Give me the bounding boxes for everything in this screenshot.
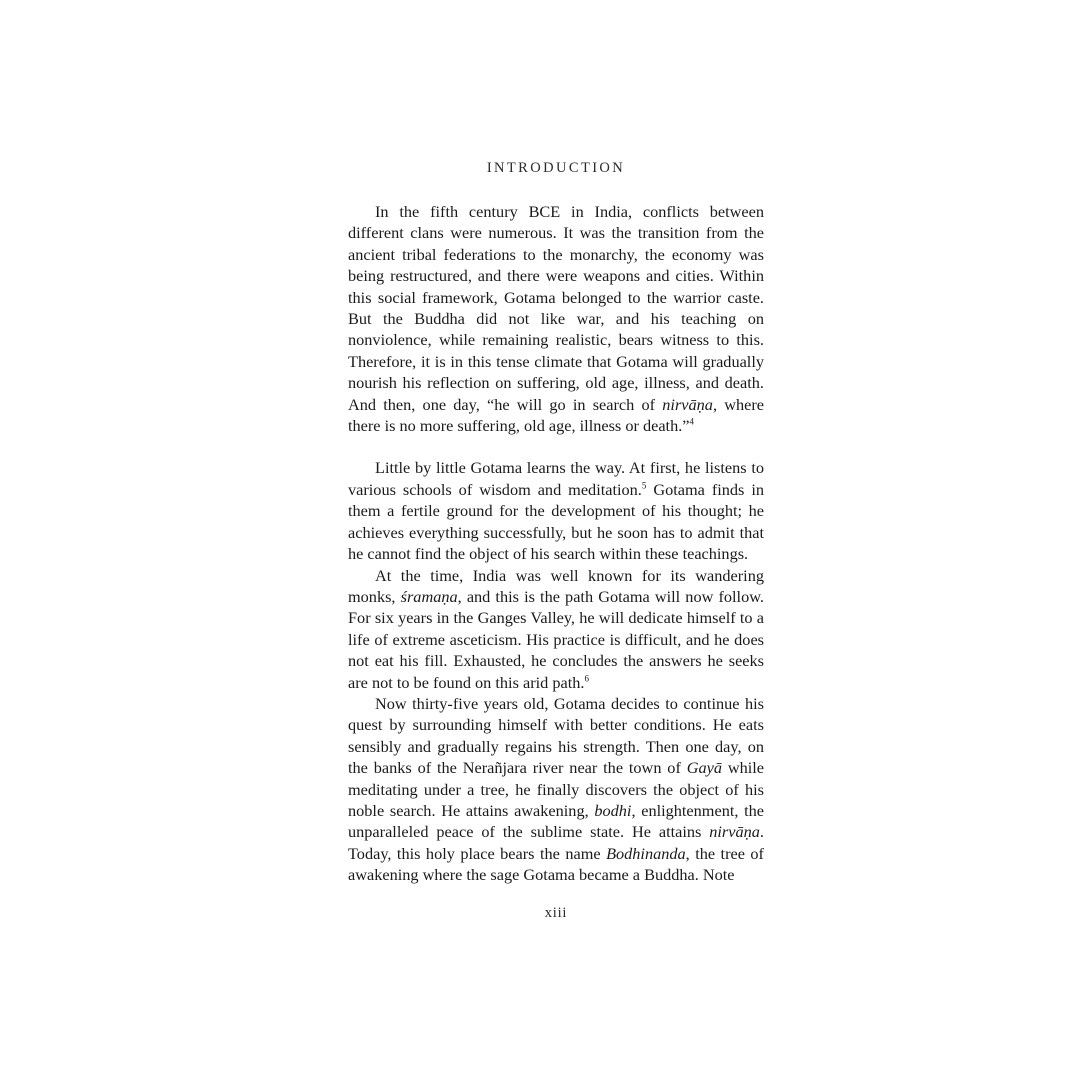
text-run: , the tree of awakening where the sage Gotama became a Buddha. Note (348, 843, 764, 885)
footnote-ref: 6 (584, 673, 589, 684)
italic-term: nirvāṇa (709, 822, 760, 842)
text-run: Gotama finds in them a fertile ground for the development of his thought; he achieves everything successfully, but he soon has to admit that he cannot find the object of his search within these teachings. (348, 479, 764, 564)
italic-term: Gayā (686, 758, 722, 778)
paragraph (348, 565, 764, 693)
text-run: At the time, India was well known for its wandering monks, (348, 565, 764, 606)
text-run: In the fifth century BCE in India, conflicts between different clans were numerous. It was the transition from the ancient tribal federations to the monarchy, the economy was being restructured, and there were weapons and cities. Within this social framework, Gotama belonged to the warrior caste. But the Buddha did not like war, and his teaching on nonviolence, while remaining realistic, bears witness to this. Therefore, it is in this tense climate that Gotama will gradually nourish his reflection on suffering, old age, illness, and death. And then, one day, “he will go in search of (348, 202, 764, 414)
italic-term: nirvāṇa (662, 394, 713, 414)
paragraph (348, 201, 764, 436)
body-text (348, 201, 764, 886)
italic-term: bodhi (594, 800, 632, 820)
text-run: , enlightenment, the unparalleled peace of the sublime state. He attains (348, 800, 765, 842)
paragraph (348, 457, 764, 564)
text-run: Little by little Gotama learns the way. At first, he listens to various schools of wisdom and meditation. (348, 458, 764, 499)
paragraph (348, 693, 764, 886)
footnote-ref: 4 (689, 416, 695, 427)
footnote-ref: 5 (641, 480, 647, 491)
running-head: INTRODUCTION (486, 160, 626, 176)
italic-term: śramaṇa (400, 586, 458, 606)
text-run: Now thirty-five years old, Gotama decides to continue his quest by surrounding himself with better conditions. He eats sensibly and gradually regains his strength. Then one day, on the banks of the Nerañjara river near the town of (348, 693, 764, 778)
text-run: , where there is no more suffering, old age, illness or death.” (348, 394, 764, 436)
page-number: xiii (544, 905, 568, 921)
italic-term: Bodhinanda (606, 843, 686, 863)
text-run: . Today, this holy place bears the name (348, 822, 764, 863)
text-run: while meditating under a tree, he finally discovers the object of his noble search. He attains awakening, (348, 758, 765, 820)
text-run: , and this is the path Gotama will now follow. For six years in the Ganges Valley, he will dedicate himself to a life of extreme asceticism. His practice is difficult, and he does not eat his fill. Exhausted, he concludes the answers he seeks are not to be found on this arid path. (348, 586, 764, 692)
